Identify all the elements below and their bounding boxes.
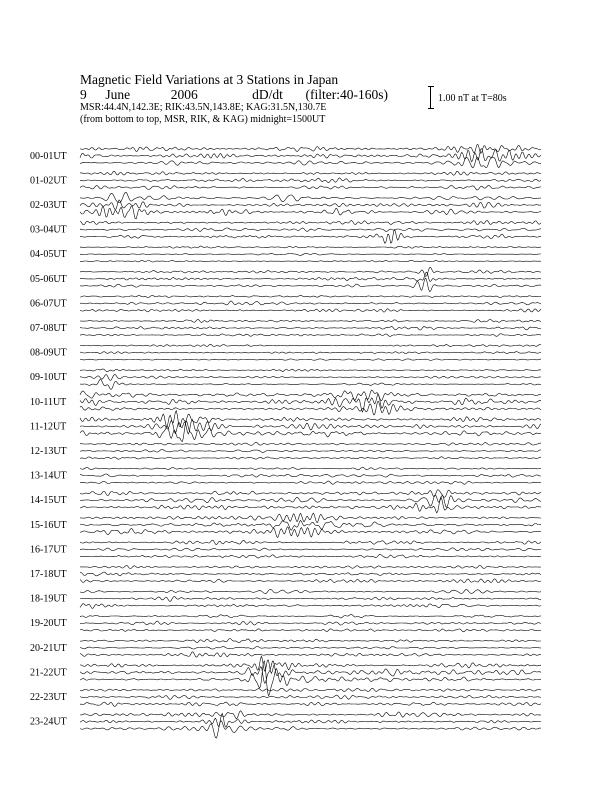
hour-row [30,246,541,262]
station-trace [80,352,541,354]
station-trace [80,513,541,522]
hour-row [30,688,541,706]
station-trace [80,467,541,470]
station-trace [80,442,541,445]
station-trace [80,272,541,281]
hour-label: 06-07UT [30,298,67,310]
hour-row [30,442,541,459]
hour-row [30,490,541,513]
hour-row [30,565,541,582]
hour-label: 18-19UT [30,593,67,605]
station-trace [80,171,541,175]
hour-label: 16-17UT [30,544,67,556]
hour-row [30,411,541,442]
hour-label: 02-03UT [30,200,67,211]
station-trace [80,497,541,513]
station-trace [80,253,541,255]
station-trace [80,702,541,706]
station-trace [80,369,541,372]
station-trace [80,589,541,593]
station-trace [80,186,541,190]
station-trace [80,390,541,401]
hour-label: 10-11UT [30,396,67,408]
station-trace [80,267,541,276]
station-trace [80,721,541,738]
hour-row [30,540,541,558]
hour-row [30,319,541,336]
station-trace [80,450,541,453]
station-trace [80,521,541,531]
hour-label: 09-10UT [30,372,67,384]
station-trace [80,420,541,434]
station-trace [80,695,541,699]
station-trace [80,144,541,153]
station-trace [80,579,541,583]
hour-row [30,369,541,390]
station-trace [80,149,541,162]
hour-row [30,639,541,658]
hour-label: 04-05UT [30,249,67,261]
stations-line: MSR:44.4N,142.3E; RIK:43.5N,143.8E; KAG:31.5N,130.7E [80,102,327,113]
station-trace [80,192,541,202]
date-day: 9 [80,87,87,102]
station-trace [80,565,541,568]
station-trace [80,228,541,232]
hour-row [30,467,541,484]
hour-label: 15-16UT [30,519,67,531]
hour-row [30,513,541,538]
station-trace [80,334,541,337]
hour-label: 11-12UT [30,421,67,433]
midnight-note: midnight=1500UT [250,114,326,125]
scale-bar-label: 1.00 nT at T=80s [438,93,507,104]
hour-label: 21-22UT [30,667,67,679]
hour-label: 05-06UT [30,273,67,285]
station-trace [80,178,541,183]
hour-row [30,614,541,631]
hour-label: 01-02UT [30,175,67,187]
hour-label: 00-01UT [30,150,67,162]
station-trace [80,474,541,477]
hour-row [30,267,541,291]
station-trace [80,260,541,262]
hour-row [30,344,541,360]
hour-label: 03-04UT [30,224,67,236]
hour-row [30,390,541,415]
station-trace [80,246,541,248]
station-trace [80,375,541,381]
station-trace [80,402,541,415]
station-trace [80,359,541,360]
hour-label: 07-08UT [30,323,67,334]
hour-row [30,711,541,738]
date-month: June [105,87,131,102]
station-trace [80,411,541,427]
station-trace [80,220,541,224]
station-trace [80,597,541,602]
station-trace [80,527,541,538]
station-trace [80,656,541,673]
station-trace [80,495,541,507]
hour-label: 23-24UT [30,716,67,728]
station-trace [80,457,541,460]
hour-label: 17-18UT [30,569,67,580]
hour-row [30,589,541,608]
station-trace [80,714,541,728]
station-trace [80,604,541,609]
hour-row [30,220,541,243]
hour-row [30,295,541,312]
station-trace [80,295,541,297]
station-trace [80,554,541,558]
hour-label: 19-20UT [30,618,67,630]
station-trace [80,652,541,657]
station-trace [80,157,541,168]
station-trace [80,481,541,484]
station-trace [80,621,541,625]
quantity-label: dD/dt [252,87,283,102]
hour-row [30,144,541,168]
chart-title: Magnetic Field Variations at 3 Stations in Japan [80,72,339,87]
hour-row [30,171,541,190]
station-trace [80,206,541,219]
station-trace [80,572,541,576]
filter-label: (filter:40-160s) [305,87,388,102]
station-trace [80,646,541,649]
station-trace [80,614,541,618]
station-trace [80,200,541,210]
station-trace [80,688,541,691]
station-trace [80,301,541,305]
hour-label: 08-09UT [30,347,67,359]
station-trace [80,319,541,322]
hour-label: 20-21UT [30,642,67,654]
order-note: (from bottom to top, MSR, RIK, & KAG) [80,114,248,125]
station-trace [80,344,541,346]
station-trace [80,711,541,719]
hour-label: 13-14UT [30,470,67,482]
station-trace [80,309,541,312]
station-trace [80,639,541,643]
hour-label: 12-13UT [30,446,67,457]
station-trace [80,380,541,390]
station-trace [80,629,541,632]
hour-label: 22-23UT [30,692,67,703]
hour-label: 14-15UT [30,495,67,507]
station-trace [80,327,541,331]
station-trace [80,278,541,292]
station-trace [80,421,541,442]
hour-row [30,192,541,219]
station-trace [80,548,541,551]
date-year: 2006 [170,87,198,102]
station-trace [80,230,541,244]
station-trace [80,490,541,498]
station-trace [80,540,541,545]
